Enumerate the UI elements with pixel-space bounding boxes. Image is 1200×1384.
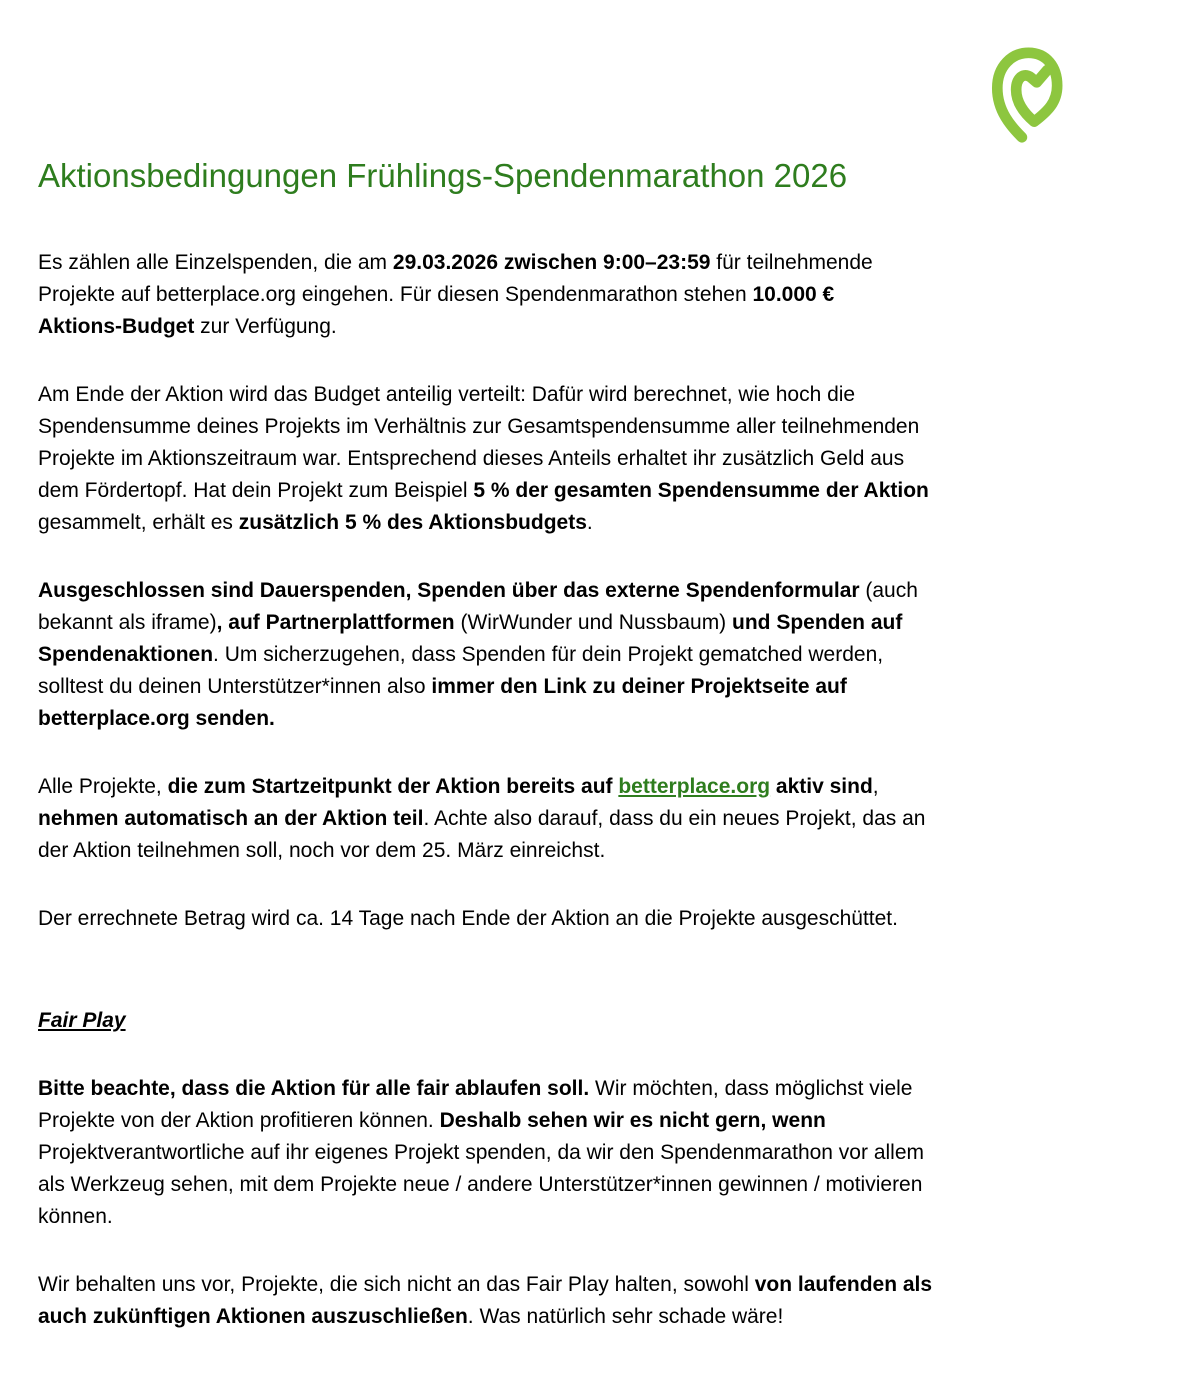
- text-run: (auch: [859, 579, 918, 602]
- paragraph-payout: [38, 903, 1130, 935]
- text-run: Spendensumme deines Projekts im Verhältnis zur Gesamtspendensumme aller teilnehmenden: [38, 415, 920, 438]
- text-run: als Werkzeug sehen, mit dem Projekte neue / andere Unterstützer*innen gewinnen / motivieren: [38, 1173, 923, 1196]
- text-run: Alle Projekte,: [38, 775, 168, 798]
- text-run: und Spenden auf: [732, 611, 903, 634]
- text-run: Spendenaktionen: [38, 643, 214, 666]
- text-run: . Was natürlich sehr schade wäre!: [467, 1305, 784, 1328]
- text-run: . Achte also darauf, dass du ein neues Projekt, das an: [423, 807, 926, 830]
- text-run: (WirWunder und Nussbaum): [454, 611, 733, 634]
- body-text: [38, 247, 1130, 1333]
- text-run: zur Verfügung.: [194, 315, 337, 338]
- text-run: Bitte beachte, dass die Aktion für alle fair ablaufen soll.: [38, 1077, 590, 1100]
- paragraph-fair-play-rules: [38, 1073, 1130, 1233]
- text-run: Wir behalten uns vor, Projekte, die sich nicht an das Fair Play halten, sowohl: [38, 1273, 755, 1296]
- text-run: immer den Link zu deiner Projektseite auf: [431, 675, 847, 698]
- text-run: Projekte auf betterplace.org eingehen. Für diesen Spendenmarathon stehen: [38, 283, 753, 306]
- text-run: der Aktion teilnehmen soll, noch vor dem 25. März einreichst.: [38, 839, 606, 862]
- text-run: Projekte im Aktionszeitraum war. Entsprechend dieses Anteils erhaltet ihr zusätzlich Geld aus: [38, 447, 905, 470]
- text-run: , auf Partnerplattformen: [216, 611, 455, 634]
- fair-play-heading: [38, 1005, 1130, 1037]
- text-run: Projektverantwortliche auf ihr eigenes Projekt spenden, da wir den Spendenmarathon vor allem: [38, 1141, 924, 1164]
- text-run: betterplace.org senden.: [38, 707, 275, 730]
- text-run: 10.000 €: [752, 283, 835, 306]
- text-run: Wir möchten, dass möglichst viele: [589, 1077, 913, 1100]
- paragraph-budget-distribution: [38, 379, 1130, 539]
- text-run: Der errechnete Betrag wird ca. 14 Tage nach Ende der Aktion an die Projekte ausgeschüttet.: [38, 907, 898, 930]
- text-run: Am Ende der Aktion wird das Budget anteilig verteilt: Dafür wird berechnet, wie hoch die: [38, 383, 856, 406]
- text-run: 5 % der gesamten Spendensumme der Aktion: [473, 479, 929, 502]
- text-run: Aktions-Budget: [38, 315, 195, 338]
- betterplace-link[interactable]: betterplace.org: [618, 775, 771, 798]
- text-run: auch zukünftigen Aktionen auszuschließen: [38, 1305, 468, 1328]
- text-run: . Um sicherzugehen, dass Spenden für dein Projekt gematched werden,: [213, 643, 884, 666]
- text-run: Deshalb sehen wir es nicht gern, wenn: [439, 1109, 826, 1132]
- text-run: aktiv sind: [770, 775, 873, 798]
- text-run: für teilnehmende: [710, 251, 873, 274]
- text-run: 29.03.2026 zwischen 9:00–23:59: [392, 251, 711, 274]
- text-run: bekannt als iframe): [38, 611, 217, 634]
- text-run: Fair Play: [38, 1009, 126, 1032]
- text-run: Es zählen alle Einzelspenden, die am: [38, 251, 393, 274]
- text-run: von laufenden als: [754, 1273, 933, 1296]
- document-content: [0, 155, 1200, 1333]
- text-run: .: [586, 511, 593, 534]
- text-run: können.: [38, 1205, 113, 1228]
- text-run: solltest du deinen Unterstützer*innen also: [38, 675, 432, 698]
- paragraph-exclusions: [38, 575, 1130, 735]
- text-run: die zum Startzeitpunkt der Aktion bereits auf: [167, 775, 619, 798]
- text-run: Ausgeschlossen sind Dauerspenden, Spenden über das externe Spendenformular: [38, 579, 860, 602]
- text-run: nehmen automatisch an der Aktion teil: [38, 807, 424, 830]
- paragraph-exclusion-warning: [38, 1269, 1130, 1333]
- page-title: Aktionsbedingungen Frühlings-Spendenmarathon 2026: [38, 157, 848, 194]
- betterplace-heart-pin-logo: [985, 40, 1067, 146]
- paragraph-eligibility: [38, 247, 1130, 343]
- text-run: zusätzlich 5 % des Aktionsbudgets: [238, 511, 587, 534]
- text-run: Projekte von der Aktion profitieren können.: [38, 1109, 440, 1132]
- text-run: ,: [872, 775, 879, 798]
- text-run: dem Fördertopf. Hat dein Projekt zum Beispiel: [38, 479, 474, 502]
- text-run: gesammelt, erhält es: [38, 511, 239, 534]
- paragraph-automatic-participation: [38, 771, 1130, 867]
